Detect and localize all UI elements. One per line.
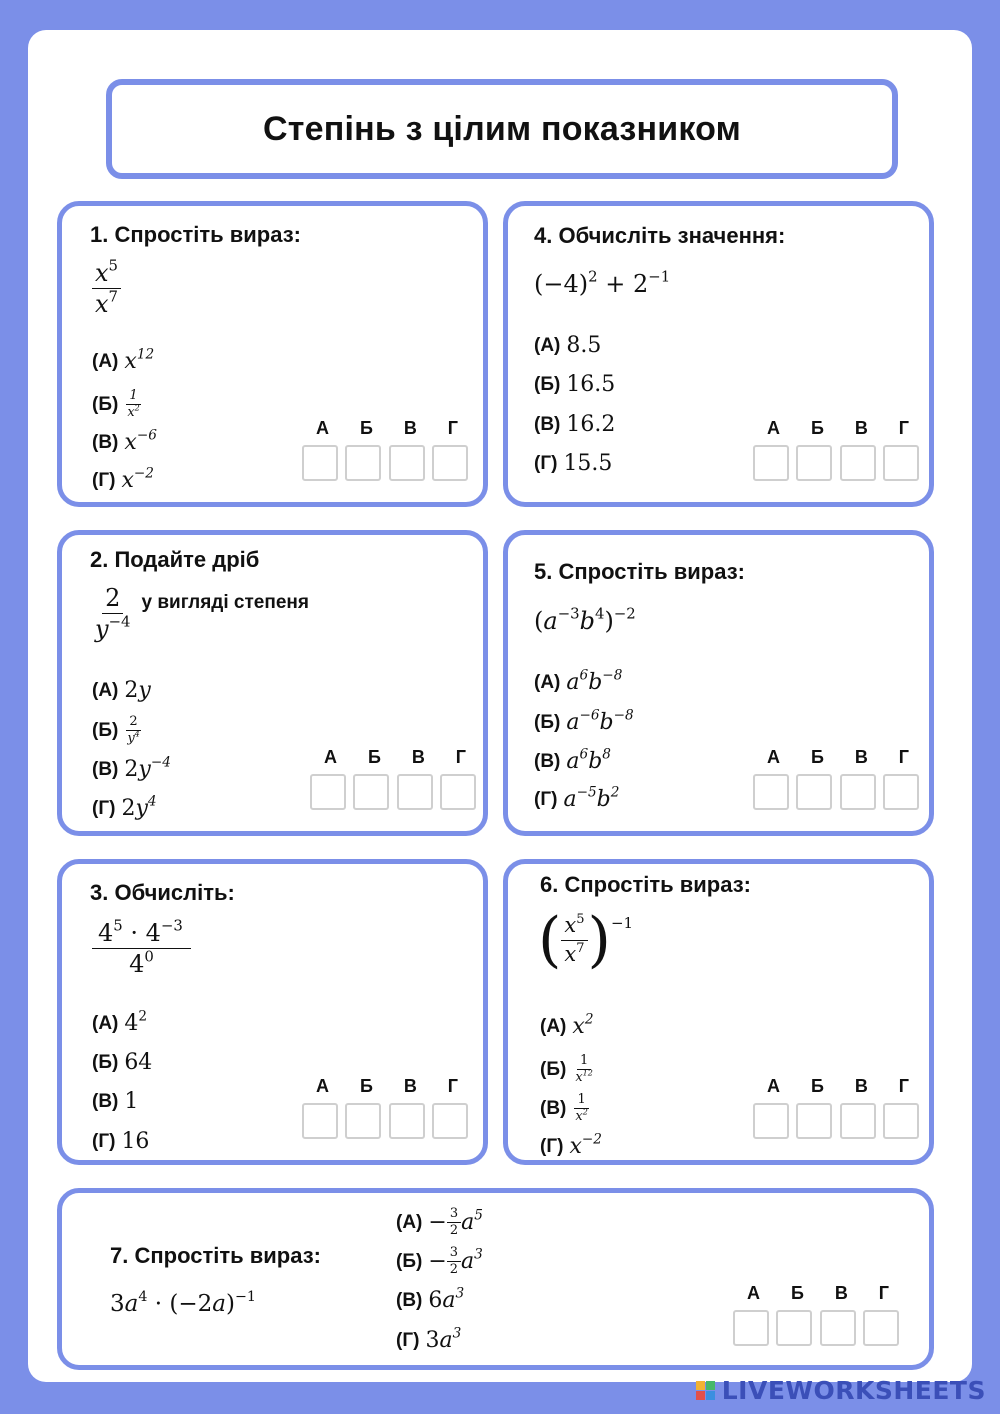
option-d: (Г) $2y^4$ xyxy=(92,793,157,821)
question-card-7 xyxy=(57,1188,934,1370)
question-card-6 xyxy=(503,859,934,1165)
option-c: (В) 16.2 xyxy=(534,412,616,437)
option-a: (А) − $\frac{3}{2}$ $a^5$ xyxy=(396,1206,483,1239)
answer-box-d[interactable] xyxy=(863,1310,899,1346)
option-a: (А) $4^2$ xyxy=(92,1008,148,1036)
question-title: 1. Спростіть вираз: xyxy=(90,222,302,247)
answer-box-c[interactable] xyxy=(840,774,876,810)
answer-letters: А Б В Г xyxy=(316,1076,458,1096)
question-expression: $\frac{2}{y^{-4}}$ у вигляді степеня xyxy=(95,584,309,644)
option-d: (Г) 16 xyxy=(92,1129,150,1154)
answer-box-d[interactable] xyxy=(440,774,476,810)
answer-box-d[interactable] xyxy=(883,774,919,810)
answer-box-a[interactable] xyxy=(753,774,789,810)
question-card-2 xyxy=(57,530,488,836)
answer-letters: А Б В Г xyxy=(316,418,458,438)
answer-letters: А Б В Г xyxy=(767,418,909,438)
answer-letters: А Б В Г xyxy=(767,1076,909,1096)
answer-box-b[interactable] xyxy=(776,1310,812,1346)
question-card-1 xyxy=(57,201,488,507)
question-title: 7. Спростіть вираз: xyxy=(110,1243,322,1268)
question-expression: $3a^4 \cdot (-2a)^{-1}$ xyxy=(110,1289,256,1317)
question-title: 5. Спростіть вираз: xyxy=(534,559,746,584)
answer-box-b[interactable] xyxy=(796,774,832,810)
answer-grid xyxy=(753,418,919,481)
answer-grid xyxy=(733,1283,899,1346)
answer-box-d[interactable] xyxy=(883,445,919,481)
option-d: (Г) $x^{-2}$ xyxy=(540,1131,602,1159)
answer-box-b[interactable] xyxy=(345,445,381,481)
answer-box-a[interactable] xyxy=(310,774,346,810)
question-title: 4. Обчисліть значення: xyxy=(534,223,786,248)
option-d: (Г) $a^{-5}b^2$ xyxy=(534,784,620,812)
option-c: (В) 1 xyxy=(92,1089,139,1114)
answer-box-a[interactable] xyxy=(733,1310,769,1346)
option-a: (А) $a^6b^{-8}$ xyxy=(534,667,623,695)
option-b: (Б) $a^{-6}b^{-8}$ xyxy=(534,707,634,735)
option-a: (А) 2y xyxy=(92,678,151,703)
option-b: (Б) 16.5 xyxy=(534,372,616,397)
question-card-4 xyxy=(503,201,934,507)
answer-box-c[interactable] xyxy=(820,1310,856,1346)
option-c: (В) $6a^3$ xyxy=(396,1285,465,1313)
option-d: (Г) 15.5 xyxy=(534,451,613,476)
answer-box-a[interactable] xyxy=(753,445,789,481)
question-expression: ( $\frac{x^5}{x^7}$ ) −1 xyxy=(538,905,634,975)
option-b: (Б) $\frac{1}{x^{12}}$ xyxy=(540,1053,593,1086)
answer-grid xyxy=(753,747,919,810)
question-title: 3. Обчисліть: xyxy=(90,880,235,905)
question-title: 2. Подайте дріб xyxy=(90,547,260,572)
page-title: Степінь з цілим показником xyxy=(263,109,741,148)
option-c: (В) $x^{-6}$ xyxy=(92,427,157,455)
answer-box-b[interactable] xyxy=(796,1103,832,1139)
answer-grid xyxy=(302,418,468,481)
answer-box-c[interactable] xyxy=(397,774,433,810)
option-d: (Г) $3a^3$ xyxy=(396,1325,462,1353)
option-c: (В) $\frac{1}{x^2}$ xyxy=(540,1092,588,1125)
option-a: (А) $x^{12}$ xyxy=(92,346,155,374)
option-d: (Г) $x^{-2}$ xyxy=(92,465,154,493)
answer-box-d[interactable] xyxy=(883,1103,919,1139)
answer-box-b[interactable] xyxy=(796,445,832,481)
answer-letters: А Б В Г xyxy=(767,747,909,767)
answer-letters: А Б В Г xyxy=(747,1283,889,1303)
answer-grid xyxy=(753,1076,919,1139)
option-a: (А) 8.5 xyxy=(534,333,602,358)
option-c: (В) $2y^{-4}$ xyxy=(92,754,171,782)
answer-grid xyxy=(302,1076,468,1139)
answer-box-a[interactable] xyxy=(302,1103,338,1139)
answer-box-c[interactable] xyxy=(389,445,425,481)
option-a: (А) $x^2$ xyxy=(540,1011,594,1039)
answer-box-c[interactable] xyxy=(389,1103,425,1139)
logo-icon xyxy=(696,1381,715,1400)
option-b: (Б) $\frac{1}{x^2}$ xyxy=(92,388,140,421)
question-title: 6. Спростіть вираз: xyxy=(540,872,752,897)
question-expression: $\frac{x^5}{x^7}$ xyxy=(92,260,121,318)
answer-box-d[interactable] xyxy=(432,1103,468,1139)
answer-box-a[interactable] xyxy=(302,445,338,481)
question-expression: $(a^{-3}b^4)^{-2}$ xyxy=(534,604,636,635)
question-card-3 xyxy=(57,859,488,1165)
option-b: (Б) $\frac{2}{y^4}$ xyxy=(92,714,140,747)
answer-grid xyxy=(310,747,476,810)
question-expression: $\frac{4^5 \cdot 4^{-3}}{4^0}$ xyxy=(92,920,191,978)
answer-box-a[interactable] xyxy=(753,1103,789,1139)
answer-box-d[interactable] xyxy=(432,445,468,481)
answer-letters: А Б В Г xyxy=(324,747,466,767)
option-b: (Б) 64 xyxy=(92,1050,153,1075)
answer-box-b[interactable] xyxy=(353,774,389,810)
brand-name: LIVEWORKSHEETS xyxy=(721,1376,986,1405)
liveworksheets-logo[interactable] xyxy=(696,1376,986,1405)
option-b: (Б) − $\frac{3}{2}$ $a^3$ xyxy=(396,1245,483,1278)
option-c: (В) $a^6b^8$ xyxy=(534,746,611,774)
question-card-5 xyxy=(503,530,934,836)
answer-box-c[interactable] xyxy=(840,445,876,481)
question-expression: $(-4)^2 + 2^{-1}$ xyxy=(534,267,671,298)
answer-box-c[interactable] xyxy=(840,1103,876,1139)
answer-box-b[interactable] xyxy=(345,1103,381,1139)
title-box xyxy=(106,79,898,179)
